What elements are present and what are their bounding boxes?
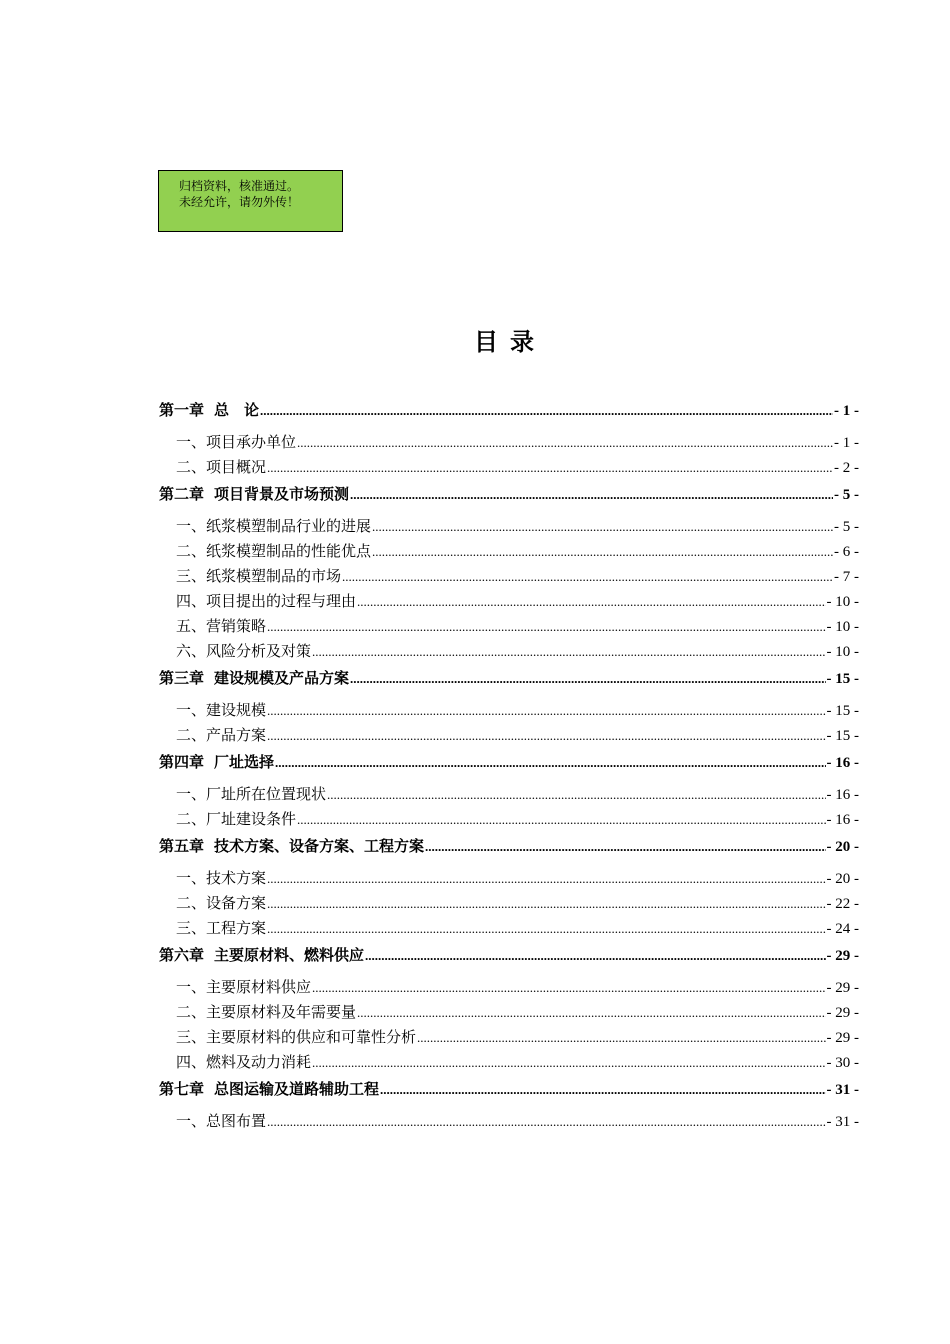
dot-leader <box>267 916 825 941</box>
entry-title: 厂址选择 <box>214 753 275 771</box>
toc-section-entry[interactable] <box>159 1025 859 1050</box>
dot-leader <box>267 723 825 748</box>
toc-section-entry[interactable] <box>159 866 859 891</box>
toc-section-entry[interactable] <box>159 916 859 941</box>
page-number: - 29 - <box>826 948 859 964</box>
entry-title: 三、工程方案 <box>176 919 267 937</box>
entry-title: 总 论 <box>214 401 260 419</box>
chapter-number: 第一章 <box>159 401 205 419</box>
page-number: - 10 - <box>826 594 859 610</box>
toc-section-entry[interactable] <box>159 639 859 664</box>
toc-section-entry[interactable] <box>159 430 859 455</box>
dot-leader <box>425 833 825 861</box>
dot-leader <box>312 639 825 664</box>
toc-chapter-entry[interactable] <box>159 396 859 430</box>
dot-leader <box>417 1025 825 1050</box>
page-number: - 5 - <box>834 487 859 503</box>
page-number: - 31 - <box>826 1114 859 1130</box>
page-number: - 1 - <box>834 403 859 419</box>
page-number: - 31 - <box>826 1082 859 1098</box>
dot-leader <box>350 665 825 693</box>
archive-stamp <box>158 170 343 232</box>
entry-title: 二、纸浆模塑制品的性能优点 <box>176 542 372 560</box>
toc-section-entry[interactable] <box>159 1050 859 1075</box>
entry-title: 一、主要原材料供应 <box>176 978 312 996</box>
dot-leader <box>267 891 825 916</box>
entry-title: 一、项目承办单位 <box>176 433 297 451</box>
dot-leader <box>312 975 825 1000</box>
entry-title: 三、主要原材料的供应和可靠性分析 <box>176 1028 417 1046</box>
entry-title: 四、燃料及动力消耗 <box>176 1053 312 1071</box>
toc-section-entry[interactable] <box>159 455 859 480</box>
dot-leader <box>260 397 833 425</box>
toc-section-entry[interactable] <box>159 1000 859 1025</box>
entry-title: 项目背景及市场预测 <box>214 485 350 503</box>
toc-section-entry[interactable] <box>159 589 859 614</box>
dot-leader <box>267 614 825 639</box>
page-number: - 20 - <box>826 839 859 855</box>
toc-section-entry[interactable] <box>159 698 859 723</box>
toc-chapter-entry[interactable] <box>159 480 859 514</box>
toc-section-entry[interactable] <box>159 807 859 832</box>
entry-title: 五、营销策略 <box>176 617 267 635</box>
chapter-number: 第五章 <box>159 837 205 855</box>
page-number: - 2 - <box>834 460 859 476</box>
entry-title: 二、主要原材料及年需要量 <box>176 1003 357 1021</box>
toc-chapter-entry[interactable] <box>159 748 859 782</box>
chapter-number: 第六章 <box>159 946 205 964</box>
toc-chapter-entry[interactable] <box>159 832 859 866</box>
dot-leader <box>267 455 833 480</box>
chapter-number: 第三章 <box>159 669 205 687</box>
stamp-line-1: 归档资料，核准通过。 <box>179 179 300 193</box>
toc-section-entry[interactable] <box>159 975 859 1000</box>
dot-leader <box>267 1109 825 1134</box>
entry-title: 一、厂址所在位置现状 <box>176 785 327 803</box>
entry-title: 二、设备方案 <box>176 894 267 912</box>
chapter-number: 第七章 <box>159 1080 205 1098</box>
toc-section-entry[interactable] <box>159 723 859 748</box>
toc-chapter-entry[interactable] <box>159 1075 859 1109</box>
entry-title: 二、厂址建设条件 <box>176 810 297 828</box>
toc-chapter-entry[interactable] <box>159 941 859 975</box>
entry-title: 二、产品方案 <box>176 726 267 744</box>
chapter-number: 第四章 <box>159 753 205 771</box>
entry-title: 一、建设规模 <box>176 701 267 719</box>
dot-leader <box>297 807 825 832</box>
page-number: - 5 - <box>834 519 859 535</box>
dot-leader <box>372 514 833 539</box>
toc-section-entry[interactable] <box>159 614 859 639</box>
entry-title: 建设规模及产品方案 <box>214 669 350 687</box>
page-number: - 7 - <box>834 569 859 585</box>
entry-title: 二、项目概况 <box>176 458 267 476</box>
dot-leader <box>357 589 825 614</box>
toc-section-entry[interactable] <box>159 891 859 916</box>
dot-leader <box>350 481 833 509</box>
entry-title: 总图运输及道路辅助工程 <box>214 1080 380 1098</box>
page-number: - 16 - <box>826 812 859 828</box>
page-number: - 16 - <box>826 755 859 771</box>
entry-title: 主要原材料、燃料供应 <box>214 946 365 964</box>
page-number: - 16 - <box>826 787 859 803</box>
entry-title: 一、技术方案 <box>176 869 267 887</box>
entry-title: 六、风险分析及对策 <box>176 642 312 660</box>
dot-leader <box>297 430 833 455</box>
dot-leader <box>365 942 825 970</box>
page-number: - 6 - <box>834 544 859 560</box>
page-number: - 20 - <box>826 871 859 887</box>
dot-leader <box>312 1050 825 1075</box>
toc-section-entry[interactable] <box>159 782 859 807</box>
dot-leader <box>372 539 833 564</box>
page-number: - 29 - <box>826 980 859 996</box>
dot-leader <box>267 698 825 723</box>
page-number: - 22 - <box>826 896 859 912</box>
page-number: - 29 - <box>826 1005 859 1021</box>
page-number: - 24 - <box>826 921 859 937</box>
entry-title: 一、纸浆模塑制品行业的进展 <box>176 517 372 535</box>
entry-title: 三、纸浆模塑制品的市场 <box>176 567 342 585</box>
stamp-line-2: 未经允许，请勿外传！ <box>179 195 300 209</box>
dot-leader <box>275 749 825 777</box>
page-number: - 29 - <box>826 1030 859 1046</box>
entry-title: 技术方案、设备方案、工程方案 <box>214 837 425 855</box>
dot-leader <box>267 866 825 891</box>
dot-leader <box>357 1000 825 1025</box>
entry-title: 一、总图布置 <box>176 1112 267 1130</box>
dot-leader <box>327 782 825 807</box>
page-number: - 15 - <box>826 728 859 744</box>
toc-section-entry[interactable] <box>159 539 859 564</box>
dot-leader <box>342 564 833 589</box>
toc-section-entry[interactable] <box>159 564 859 589</box>
page-number: - 1 - <box>834 435 859 451</box>
entry-title: 四、项目提出的过程与理由 <box>176 592 357 610</box>
page-number: - 15 - <box>826 671 859 687</box>
toc-section-entry[interactable] <box>159 1109 859 1134</box>
toc-title: 目录 <box>474 328 546 356</box>
page-number: - 15 - <box>826 703 859 719</box>
toc-chapter-entry[interactable] <box>159 664 859 698</box>
dot-leader <box>380 1076 825 1104</box>
table-of-contents <box>159 396 859 1134</box>
page-number: - 30 - <box>826 1055 859 1071</box>
page-number: - 10 - <box>826 644 859 660</box>
chapter-number: 第二章 <box>159 485 205 503</box>
toc-section-entry[interactable] <box>159 514 859 539</box>
page-number: - 10 - <box>826 619 859 635</box>
